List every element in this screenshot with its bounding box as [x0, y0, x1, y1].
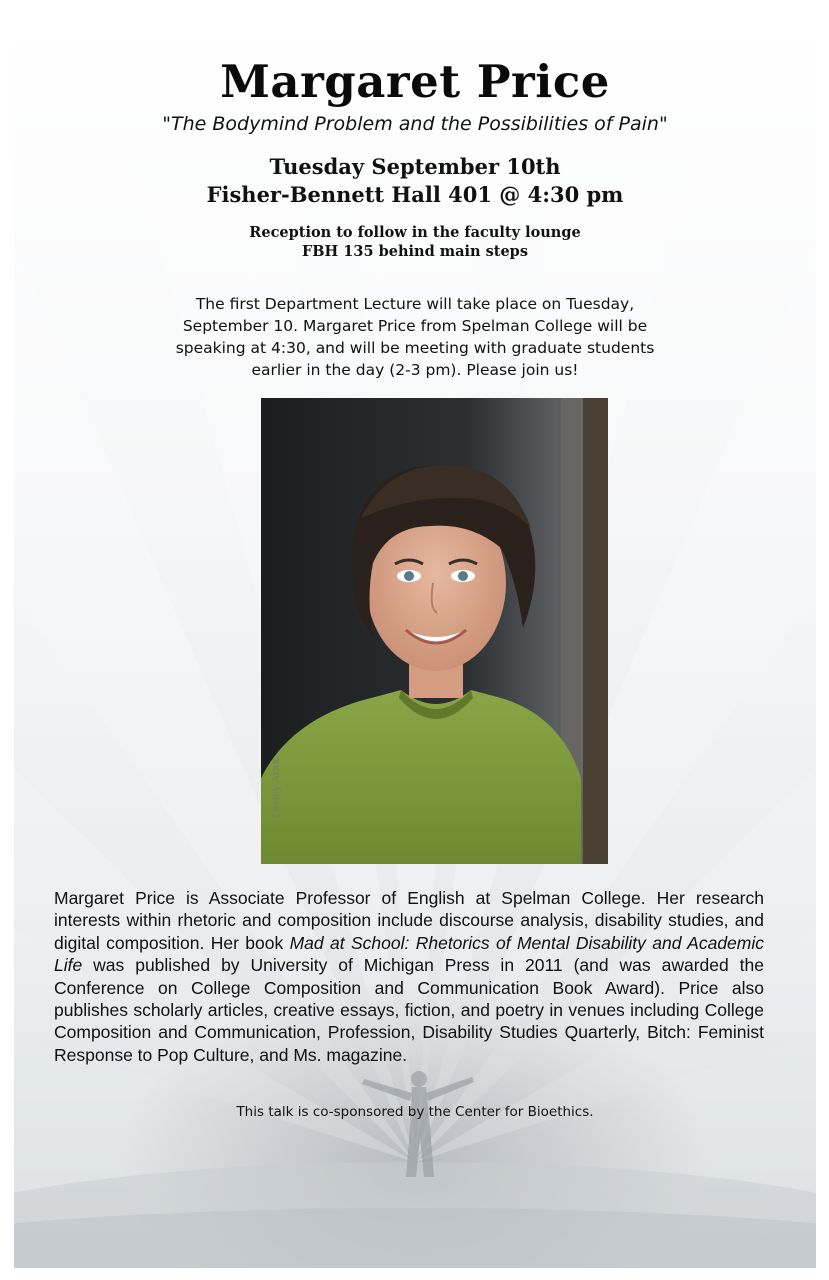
bio-text-1: Margaret Price is Associate Professor of English at Spelman College. Her research interests within rhetoric and composition include discourse analysis, disability studies, and digital composition. Her book: [54, 888, 764, 953]
sponsor-note: This talk is co-sponsored by the Center for Bioethics.: [236, 1104, 594, 1120]
photo-credit: Lesley Arak: [271, 758, 282, 818]
portrait-illustration: [261, 398, 608, 864]
speaker-bio: [54, 887, 764, 1066]
intro-paragraph: The first Department Lecture will take place on Tuesday, September 10. Margaret Price from Spelman College will be speaking at 4:30, and will be meeting with graduate students earlier in the day (2-3 pm). Please join us!: [175, 295, 655, 379]
event-date: Tuesday September 10th: [269, 154, 561, 179]
speaker-portrait: [261, 398, 608, 864]
reception-line-2: FBH 135 behind main steps: [302, 243, 528, 260]
bio-text-2: was published by University of Michigan Press in 2011 (and was awarded the Conference on College Composition and Communication Book Award). Price also publishes scholarly articles, creative essays, fiction, and poetry in venues including College Composition and Communication, Profession, Disability Studies Quarterly, Bitch: Feminist Response to Pop Culture, and Ms. magazine.: [54, 955, 764, 1065]
talk-title: "The Bodymind Problem and the Possibilities of Pain": [162, 113, 668, 135]
bio-book-title: Mad at School: Rhetorics of Mental Disability and Academic Life: [54, 932, 764, 976]
reception-line-1: Reception to follow in the faculty lounge: [249, 224, 581, 241]
event-details: [14, 153, 816, 209]
event-location-time: Fisher-Bennett Hall 401 @ 4:30 pm: [206, 182, 624, 207]
event-poster: [14, 12, 816, 1268]
reception-note: [14, 223, 816, 261]
speaker-name: Margaret Price: [220, 55, 610, 108]
